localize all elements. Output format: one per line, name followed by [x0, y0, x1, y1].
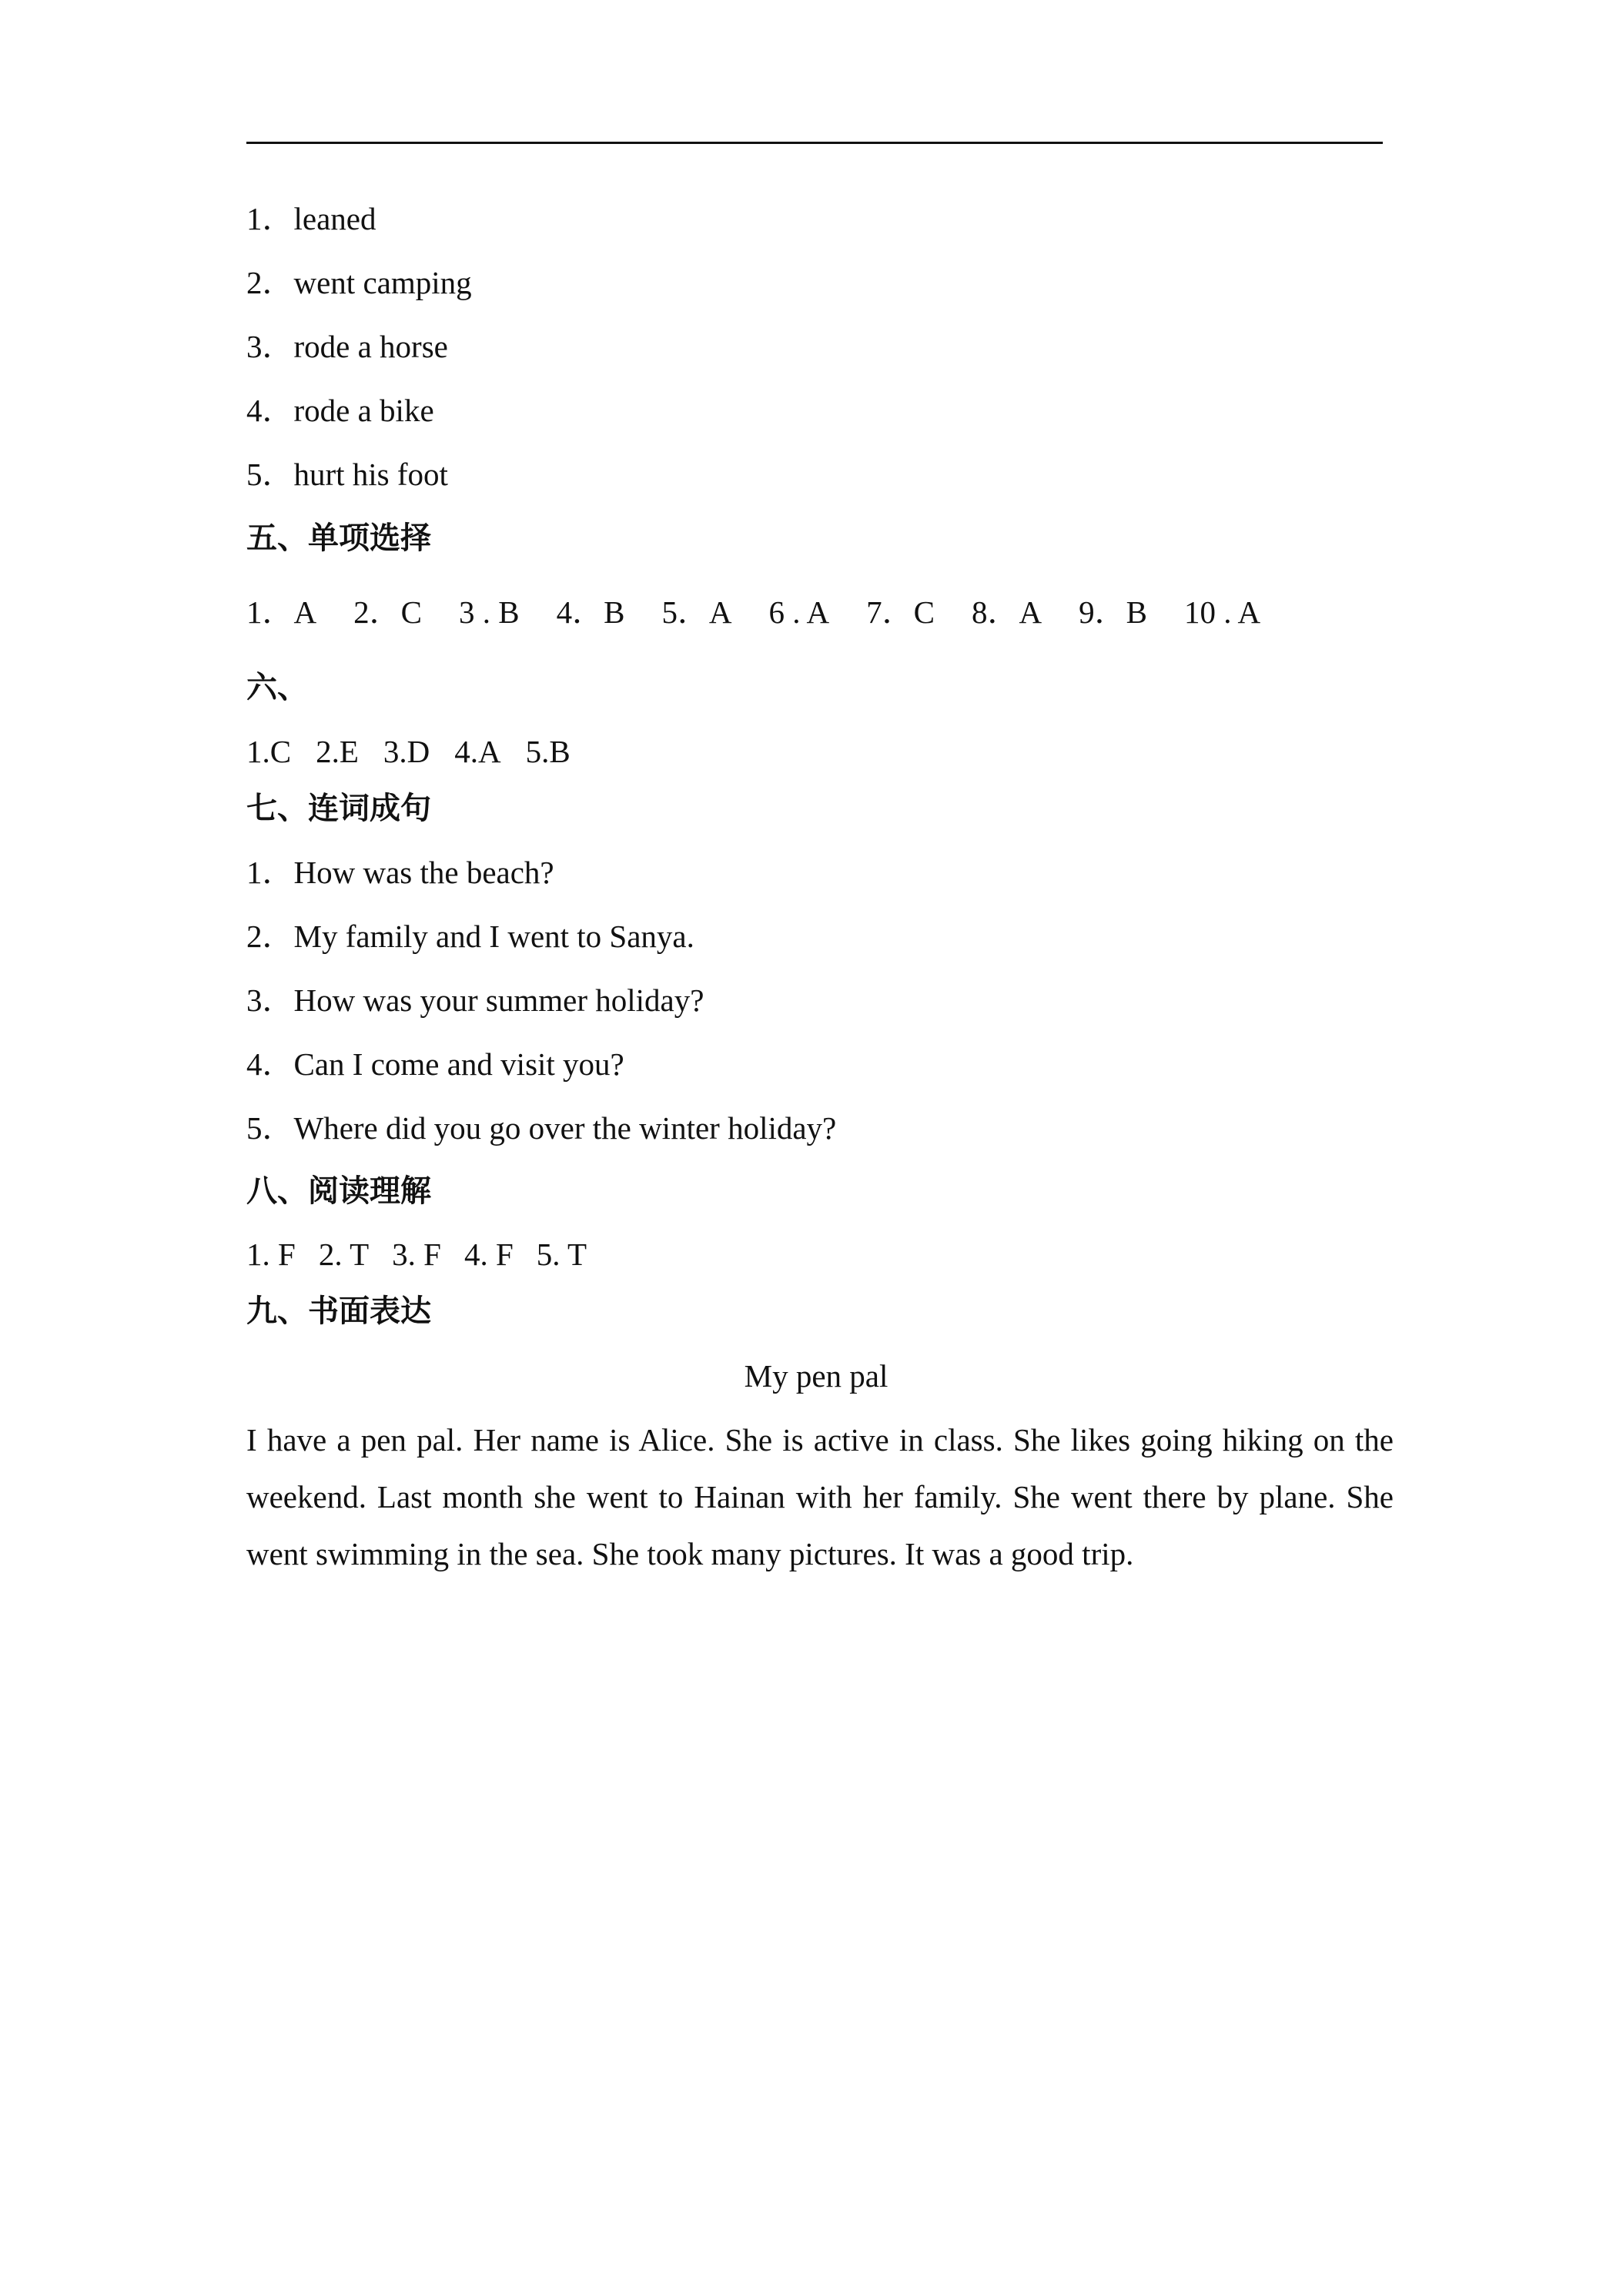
section7-item-3: 3．How was your summer holiday? — [246, 982, 704, 1018]
section6-answer-2: 2.E — [316, 734, 359, 769]
section7-item-4: 4．Can I come and visit you? — [246, 1046, 624, 1082]
section4-item-3: 3．rode a horse — [246, 329, 448, 364]
section8-answers — [246, 1235, 1386, 1274]
section5-heading: 五、单项选择 — [246, 520, 431, 556]
section8-answer-1: 1. F — [246, 1237, 296, 1272]
section5-answers — [246, 593, 1386, 631]
section6-answers — [246, 732, 1386, 771]
section7-item-2: 2．My family and I went to Sanya. — [246, 919, 694, 954]
header-rule — [246, 142, 1383, 144]
section5-answer-5: 5．A — [661, 594, 732, 630]
section5-answer-3: 3 . B — [458, 594, 520, 630]
section7-item-1: 1．How was the beach? — [246, 855, 554, 890]
section5-answer-2: 2．C — [353, 594, 422, 630]
section5-answer-8: 8．A — [972, 594, 1042, 630]
section7-item-5: 5．Where did you go over the winter holiday? — [246, 1110, 837, 1146]
section6-answer-4: 4.A — [454, 734, 501, 769]
section6-answer-1: 1.C — [246, 734, 292, 769]
section5-answer-1: 1．A — [246, 594, 317, 630]
section6-heading: 六、 — [246, 670, 308, 705]
section5-answer-7: 7．C — [866, 594, 935, 630]
section8-answer-4: 4. F — [463, 1237, 514, 1272]
section7-heading: 七、连词成句 — [246, 791, 431, 826]
section4-item-1: 1．leaned — [246, 201, 376, 236]
section6-answer-3: 3.D — [383, 734, 430, 769]
section4-item-4: 4．rode a bike — [246, 393, 434, 428]
section8-heading: 八、阅读理解 — [246, 1173, 431, 1209]
section8-answer-5: 5. T — [536, 1237, 587, 1272]
section5-answer-4: 4．B — [556, 594, 625, 630]
section8-answer-2: 2. T — [318, 1237, 370, 1272]
section5-answer-6: 6 . A — [768, 594, 830, 630]
section6-answer-5: 5.B — [525, 734, 571, 769]
section8-answer-3: 3. F — [392, 1237, 441, 1272]
section4-item-2: 2．went camping — [246, 265, 472, 300]
essay-title: My pen pal — [744, 1358, 888, 1394]
section5-answer-9: 9．B — [1079, 594, 1147, 630]
section4-item-5: 5．hurt his foot — [246, 457, 448, 492]
section9-heading: 九、书面表达 — [246, 1294, 431, 1329]
essay-body: I have a pen pal. Her name is Alice. She is active in class. She likes going hiking on the weekend. Last month she went to Hainan with her family. She went there by plane. She went swimming in the sea. She took many pictures. It was a good trip. — [246, 1422, 1394, 1571]
section5-answer-10: 10 . A — [1183, 594, 1261, 630]
